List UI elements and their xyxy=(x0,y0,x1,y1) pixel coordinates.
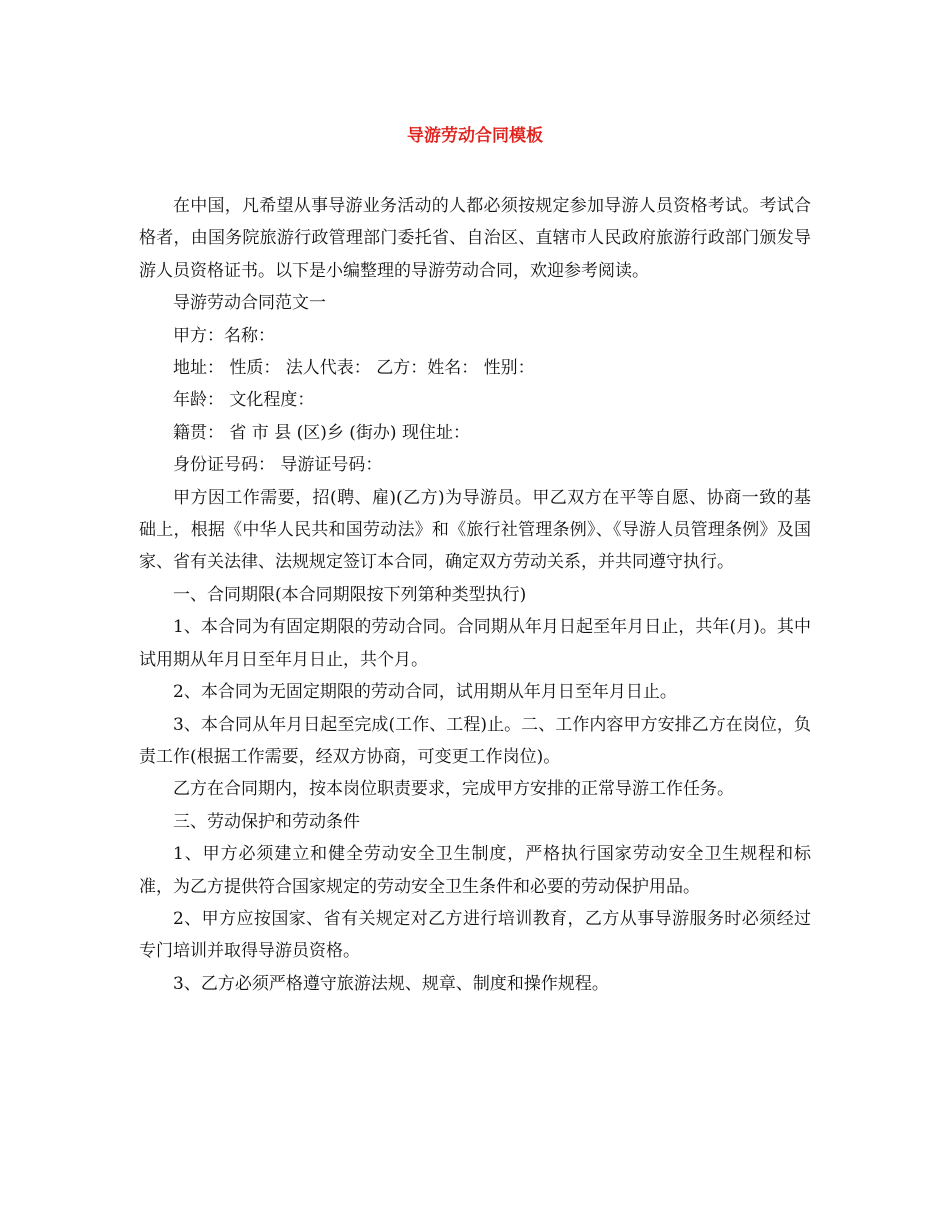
paragraph-sample-heading: 导游劳动合同范文一 xyxy=(173,293,326,314)
paragraph-address-fields: 地址： 性质： 法人代表： 乙方：姓名： 性别： xyxy=(173,358,535,379)
paragraph-term-task: 3、本合同从年月日起至完成(工作、工程)止。二、工作内容甲方安排乙方在岗位，负责工作(根据工作需要，经双方协商，可变更工作岗位)。 xyxy=(139,714,811,767)
paragraph-id-numbers: 身份证号码： 导游证号码： xyxy=(173,455,383,476)
paragraph-protection-3: 3、乙方必须严格遵守旅游法规、规章、制度和操作规程。 xyxy=(173,973,609,994)
paragraph-party-a-name: 甲方：名称： xyxy=(173,325,275,346)
document-title: 导游劳动合同模板 xyxy=(407,126,543,146)
paragraph-age-education: 年龄： 文化程度： xyxy=(173,390,315,411)
paragraph-section-protection: 三、劳动保护和劳动条件 xyxy=(173,811,360,832)
paragraph-intro: 在中国，凡希望从事导游业务活动的人都必须按规定参加导游人员资格考试。考试合格者，由国务院旅游行政管理部门委托省、自治区、直辖市人民政府旅游行政部门颁发导游人员资格证书。以下是小编整理的导游劳动合同，欢迎参考阅读。 xyxy=(139,196,811,281)
paragraph-protection-2: 2、甲方应按国家、省有关规定对乙方进行培训教育，乙方从事导游服务时必须经过专门培训并取得导游员资格。 xyxy=(139,908,811,962)
paragraph-term-fixed: 1、本合同为有固定期限的劳动合同。合同期从年月日起至年月日止，共年(月)。其中试用期从年月日至年月日止，共个月。 xyxy=(139,617,811,670)
document-body xyxy=(139,190,811,1000)
paragraph-duties: 乙方在合同期内，按本岗位职责要求，完成甲方安排的正常导游工作任务。 xyxy=(173,779,734,800)
paragraph-preamble: 甲方因工作需要，招(聘、雇)(乙方)为导游员。甲乙双方在平等自愿、协商一致的基础上，根据《中华人民共和国劳动法》和《旅行社管理条例》、《导游人员管理条例》及国家、省有关法律、法规规定签订本合同，确定双方劳动关系，并共同遵守执行。 xyxy=(139,487,811,573)
paragraph-native-place: 籍贯： 省 市 县 (区)乡 (街办) 现住址： xyxy=(173,422,470,443)
paragraph-protection-1: 1、甲方必须建立和健全劳动安全卫生制度，严格执行国家劳动安全卫生规程和标准，为乙方提供符合国家规定的劳动安全卫生条件和必要的劳动保护用品。 xyxy=(139,844,811,897)
paragraph-section-term: 一、合同期限(本合同期限按下列第种类型执行) xyxy=(173,584,527,605)
paragraph-term-open: 2、本合同为无固定期限的劳动合同，试用期从年月日至年月日止。 xyxy=(173,682,677,703)
